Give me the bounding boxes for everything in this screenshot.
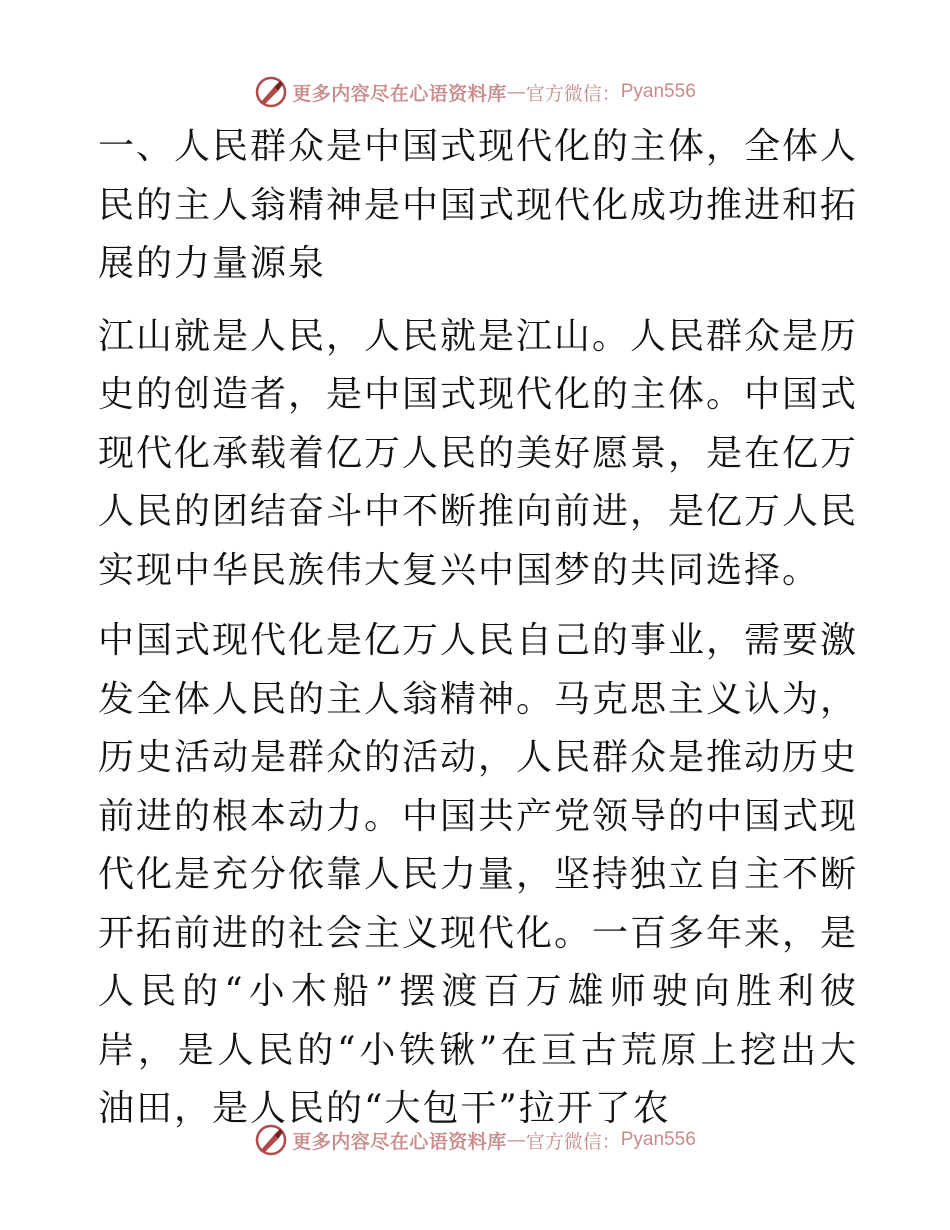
pen-logo-icon (254, 1123, 288, 1157)
banner-main-text: 更多内容尽在心语资料库 (292, 1130, 507, 1153)
banner-separator: — (506, 1129, 526, 1151)
document-body (98, 118, 858, 1151)
paragraph-2: 中国式现代化是亿万人民自己的事业，需要激发全体人民的主人翁精神。马克思主义认为，历史活动是群众的活动，人民群众是推动历史前进的根本动力。中国共产党领导的中国式现代化是充分依靠人民力量，坚持独立自主不断开拓前进的社会主义现代化。一百多年来，是人民的“小木船”摆渡百万雄师驶向胜利彼岸，是人民的“小铁锹”在亘古荒原上挖出大油田，是人民的“大包干”拉开了农 (98, 620, 859, 1129)
section-heading: 一、人民群众是中国式现代化的主体，全体人民的主人翁精神是中国式现代化成功推进和拓展的力量源泉 (98, 126, 859, 284)
banner-wechat-id: Pyan556 (620, 1129, 696, 1150)
banner-wechat-label: 官方微信： (525, 82, 621, 105)
banner-wechat-label: 官方微信： (525, 1130, 621, 1153)
footer-banner (0, 1120, 950, 1160)
banner-wechat-id: Pyan556 (620, 81, 696, 102)
banner-main-text: 更多内容尽在心语资料库 (292, 82, 507, 105)
pen-logo-icon (254, 75, 288, 109)
header-banner (0, 72, 950, 112)
banner-separator: — (506, 81, 526, 103)
paragraph-1: 江山就是人民，人民就是江山。人民群众是历史的创造者，是中国式现代化的主体。中国式现代化承载着亿万人民的美好愿景，是在亿万人民的团结奋斗中不断推向前进，是亿万人民实现中华民族伟大复兴中国梦的共同选择。 (98, 315, 859, 591)
